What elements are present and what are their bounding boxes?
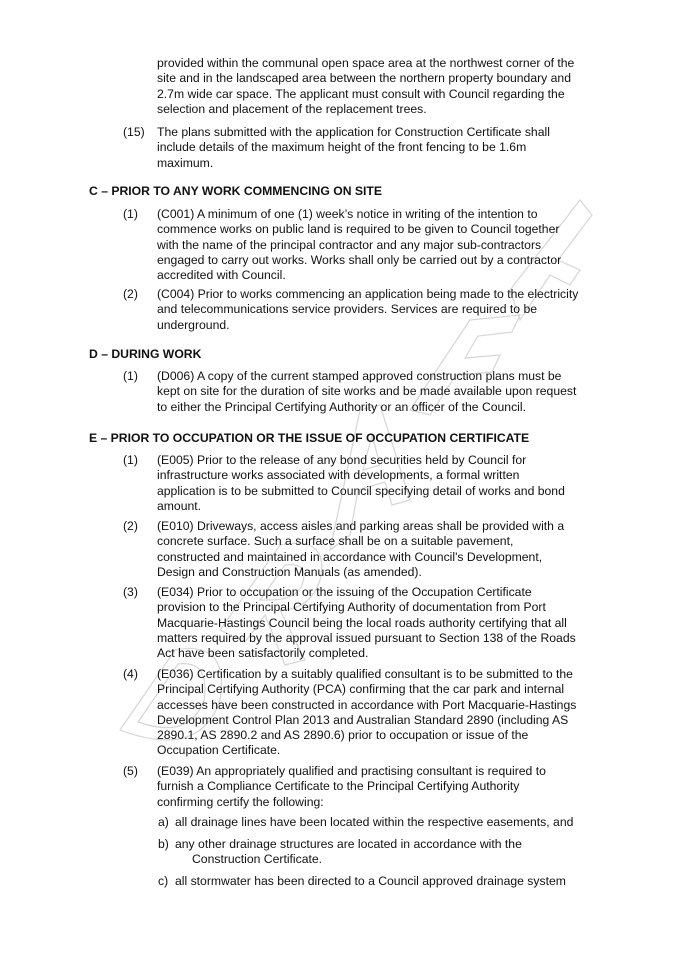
text-line: any other drainage structures are located in accordance with the — [175, 837, 522, 851]
text-line: all drainage lines have been located within the respective easements, and — [175, 815, 574, 829]
condition-paragraph — [157, 764, 597, 810]
text-line: infrastructure works associated with developments, a formal written — [157, 468, 520, 483]
text-line: with the name of the principal contractor and any major sub-contractors — [157, 237, 542, 252]
text-line: (E039) An appropriately qualified and practising consultant is required to — [157, 764, 546, 778]
item-number: (4) — [123, 667, 138, 681]
text-line: Construction Certificate. — [192, 852, 323, 867]
text-line: Act have been satisfactorily completed. — [157, 646, 369, 661]
text-line: The plans submitted with the application for Construction Certificate shall — [157, 125, 550, 139]
text-line: include details of the maximum height of the front fencing to be 1.6m — [157, 140, 527, 155]
text-line: (C004) Prior to works commencing an application being made to the electricity — [157, 287, 579, 301]
text-line: furnish a Compliance Certificate to the Principal Certifying Authority — [157, 779, 520, 794]
condition-paragraph — [157, 207, 597, 283]
text-line: Principal Certifying Authority (PCA) confirming that the car park and internal — [157, 682, 565, 697]
text-line: Occupation Certificate. — [157, 743, 281, 758]
text-line: accesses have been constructed in accordance with Port Macquarie-Hastings — [157, 697, 577, 712]
item-number: (1) — [123, 453, 138, 467]
text-line: maximum. — [157, 155, 214, 170]
text-line: underground. — [157, 317, 230, 332]
text-line: (E034) Prior to occupation or the issuing of the Occupation Certificate — [157, 585, 532, 599]
item-number: (2) — [123, 287, 138, 301]
section-heading: C – PRIOR TO ANY WORK COMMENCING ON SITE — [89, 184, 382, 198]
sub-item-text — [175, 815, 595, 830]
condition-paragraph — [157, 519, 597, 580]
text-line: 2.7m wide car space. The applicant must consult with Council regarding the — [157, 86, 565, 101]
section-heading: D – DURING WORK — [89, 347, 202, 361]
text-line: provided within the communal open space area at the northwest corner of the — [157, 56, 575, 70]
item-number: (15) — [123, 125, 145, 139]
text-line: kept on site for the duration of site works and be made available upon request — [157, 384, 577, 399]
section-heading: E – PRIOR TO OCCUPATION OR THE ISSUE OF OCCUPATION CERTIFICATE — [89, 431, 530, 445]
text-line: Macquarie-Hastings Council being the local roads authority certifying that all — [157, 615, 567, 630]
sub-item-text — [175, 837, 595, 868]
text-line: all stormwater has been directed to a Council approved drainage system — [175, 874, 566, 888]
text-line: Development Control Plan 2013 and Australian Standard 2890 (including AS — [157, 712, 569, 727]
condition-paragraph — [157, 369, 597, 415]
text-line: (D006) A copy of the current stamped approved construction plans must be — [157, 369, 562, 383]
text-line: site and in the landscaped area between the northern property boundary and — [157, 71, 571, 86]
intro-paragraph — [157, 56, 597, 117]
sub-item-letter: b) — [158, 837, 169, 851]
text-line: amount. — [157, 498, 202, 513]
item-number: (3) — [123, 585, 138, 599]
item-number: (2) — [123, 519, 138, 533]
item-number: (5) — [123, 764, 138, 778]
item-number: (1) — [123, 369, 138, 383]
text-line: (E036) Certification by a suitably qualified consultant is to be submitted to the — [157, 667, 573, 681]
text-line: provision to the Principal Certifying Authority of documentation from Port — [157, 600, 546, 615]
condition-paragraph — [157, 585, 597, 661]
text-line: 2890.1, AS 2890.2 and AS 2890.6) prior to occupation or issue of the — [157, 728, 529, 743]
text-line: constructed and maintained in accordance with Council's Development, — [157, 549, 543, 564]
text-line: Design and Construction Manuals (as amended). — [157, 564, 422, 579]
text-line: application is to be submitted to Council specifying detail of works and bond — [157, 483, 565, 498]
text-line: engaged to carry out works. Works shall only be carried out by a contractor — [157, 252, 562, 267]
text-line: (C001) A minimum of one (1) week’s notice in writing of the intention to — [157, 207, 538, 221]
text-line: accredited with Council. — [157, 268, 286, 283]
text-line: and telecommunications service providers. Services are required to be — [157, 302, 538, 317]
condition-paragraph — [157, 453, 597, 514]
sub-item-letter: a) — [158, 815, 169, 829]
text-line: to either the Principal Certifying Authority or an officer of the Council. — [157, 399, 526, 414]
text-line: selection and placement of the replacement trees. — [157, 101, 427, 116]
text-line: matters required by the approval issued pursuant to Section 138 of the Roads — [157, 630, 576, 645]
item-number: (1) — [123, 207, 138, 221]
sub-item-text — [175, 874, 595, 889]
text-line: confirming certify the following: — [157, 794, 324, 809]
text-line: commence works on public land is required to be given to Council together — [157, 222, 560, 237]
condition-paragraph — [157, 667, 597, 759]
condition-paragraph — [157, 287, 597, 333]
sub-item-letter: c) — [158, 874, 169, 888]
text-line: concrete surface. Such a surface shall be on a suitable pavement, — [157, 534, 514, 549]
text-line: (E010) Driveways, access aisles and parking areas shall be provided with a — [157, 519, 565, 533]
text-line: (E005) Prior to the release of any bond securities held by Council for — [157, 453, 527, 467]
condition-paragraph — [157, 125, 597, 171]
